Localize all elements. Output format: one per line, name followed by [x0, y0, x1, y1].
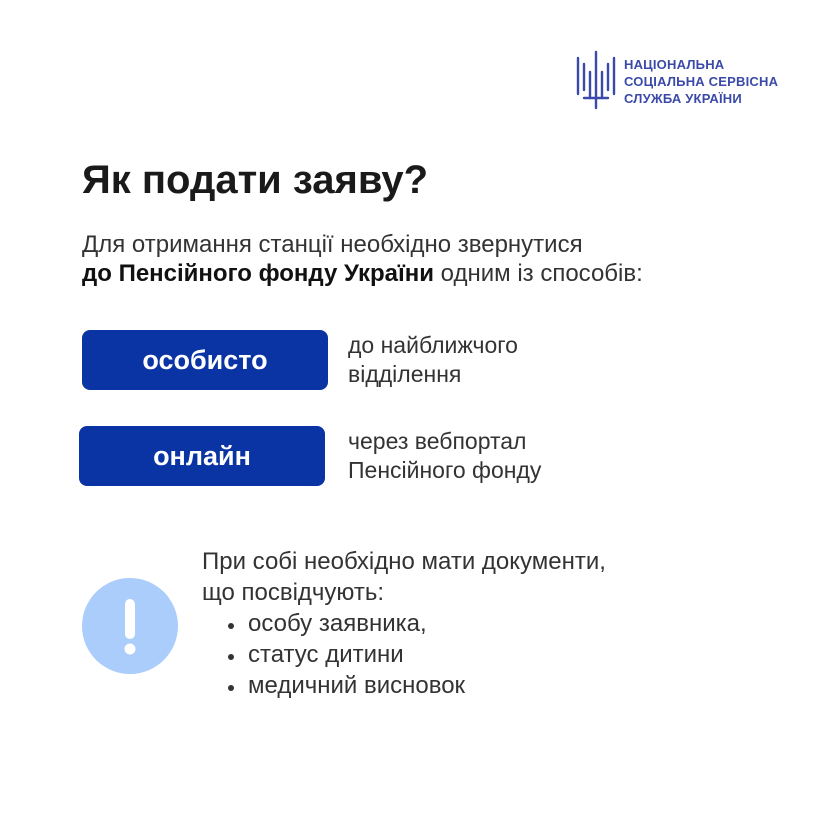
online-description — [348, 427, 541, 485]
intro-line-2 — [82, 259, 643, 288]
logo — [574, 50, 778, 112]
in-person-description — [348, 331, 518, 389]
list-item: • статус дитини — [246, 639, 606, 670]
logo-line-3: СЛУЖБА УКРАЇНИ — [624, 90, 742, 106]
intro-line-1: Для отримання станції необхідно звернутися — [82, 231, 583, 258]
documents-list — [202, 608, 606, 701]
list-item: • особу заявника, — [246, 608, 606, 639]
method-online — [79, 426, 541, 486]
intro-text — [82, 230, 643, 288]
trident-emblem-icon — [574, 50, 618, 112]
logo-line-2: СОЦІАЛЬНА СЕРВІСНА — [624, 73, 779, 89]
page-title: Як подати заяву? — [82, 158, 429, 202]
logo-line-1: НАЦІОНАЛЬНА — [624, 56, 725, 72]
in-person-desc-line-1: до найближчого — [348, 332, 518, 358]
in-person-desc-line-2: відділення — [348, 361, 462, 387]
method-in-person — [82, 330, 518, 390]
intro-bold: до Пенсійного фонду України — [82, 260, 435, 287]
exclamation-icon — [82, 578, 178, 674]
online-desc-line-1: через вебпортал — [348, 428, 527, 454]
in-person-badge: особисто — [82, 330, 328, 390]
documents-block — [202, 546, 606, 701]
list-item: • медичний висновок — [246, 670, 606, 701]
online-badge: онлайн — [79, 426, 325, 486]
logo-text — [624, 56, 778, 107]
intro-rest: одним із способів: — [434, 260, 643, 287]
alert-badge — [82, 578, 178, 674]
documents-line-2: що посвідчують: — [202, 579, 385, 606]
documents-line-1: При собі необхідно мати документи, — [202, 548, 606, 575]
online-desc-line-2: Пенсійного фонду — [348, 457, 542, 483]
